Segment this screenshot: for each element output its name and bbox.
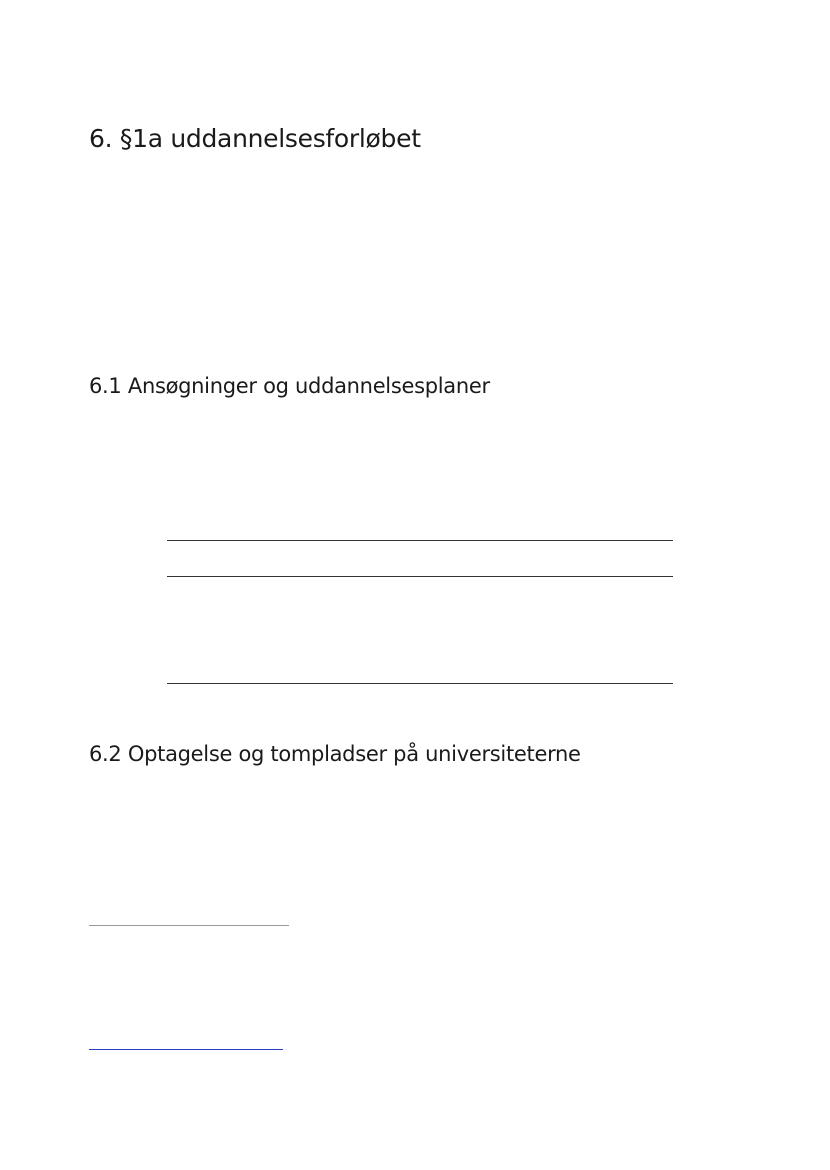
chapter-heading: 6. §1a uddannelsesforløbet <box>89 124 421 153</box>
footnote-separator <box>89 925 289 926</box>
horizontal-rule <box>167 576 673 577</box>
horizontal-rule <box>167 540 673 541</box>
hyperlink-underline[interactable] <box>89 1049 283 1050</box>
section-heading-admission: 6.2 Optagelse og tompladser på universiteterne <box>89 742 581 766</box>
section-heading-applications: 6.1 Ansøgninger og uddannelsesplaner <box>89 374 490 398</box>
horizontal-rule <box>167 683 673 684</box>
